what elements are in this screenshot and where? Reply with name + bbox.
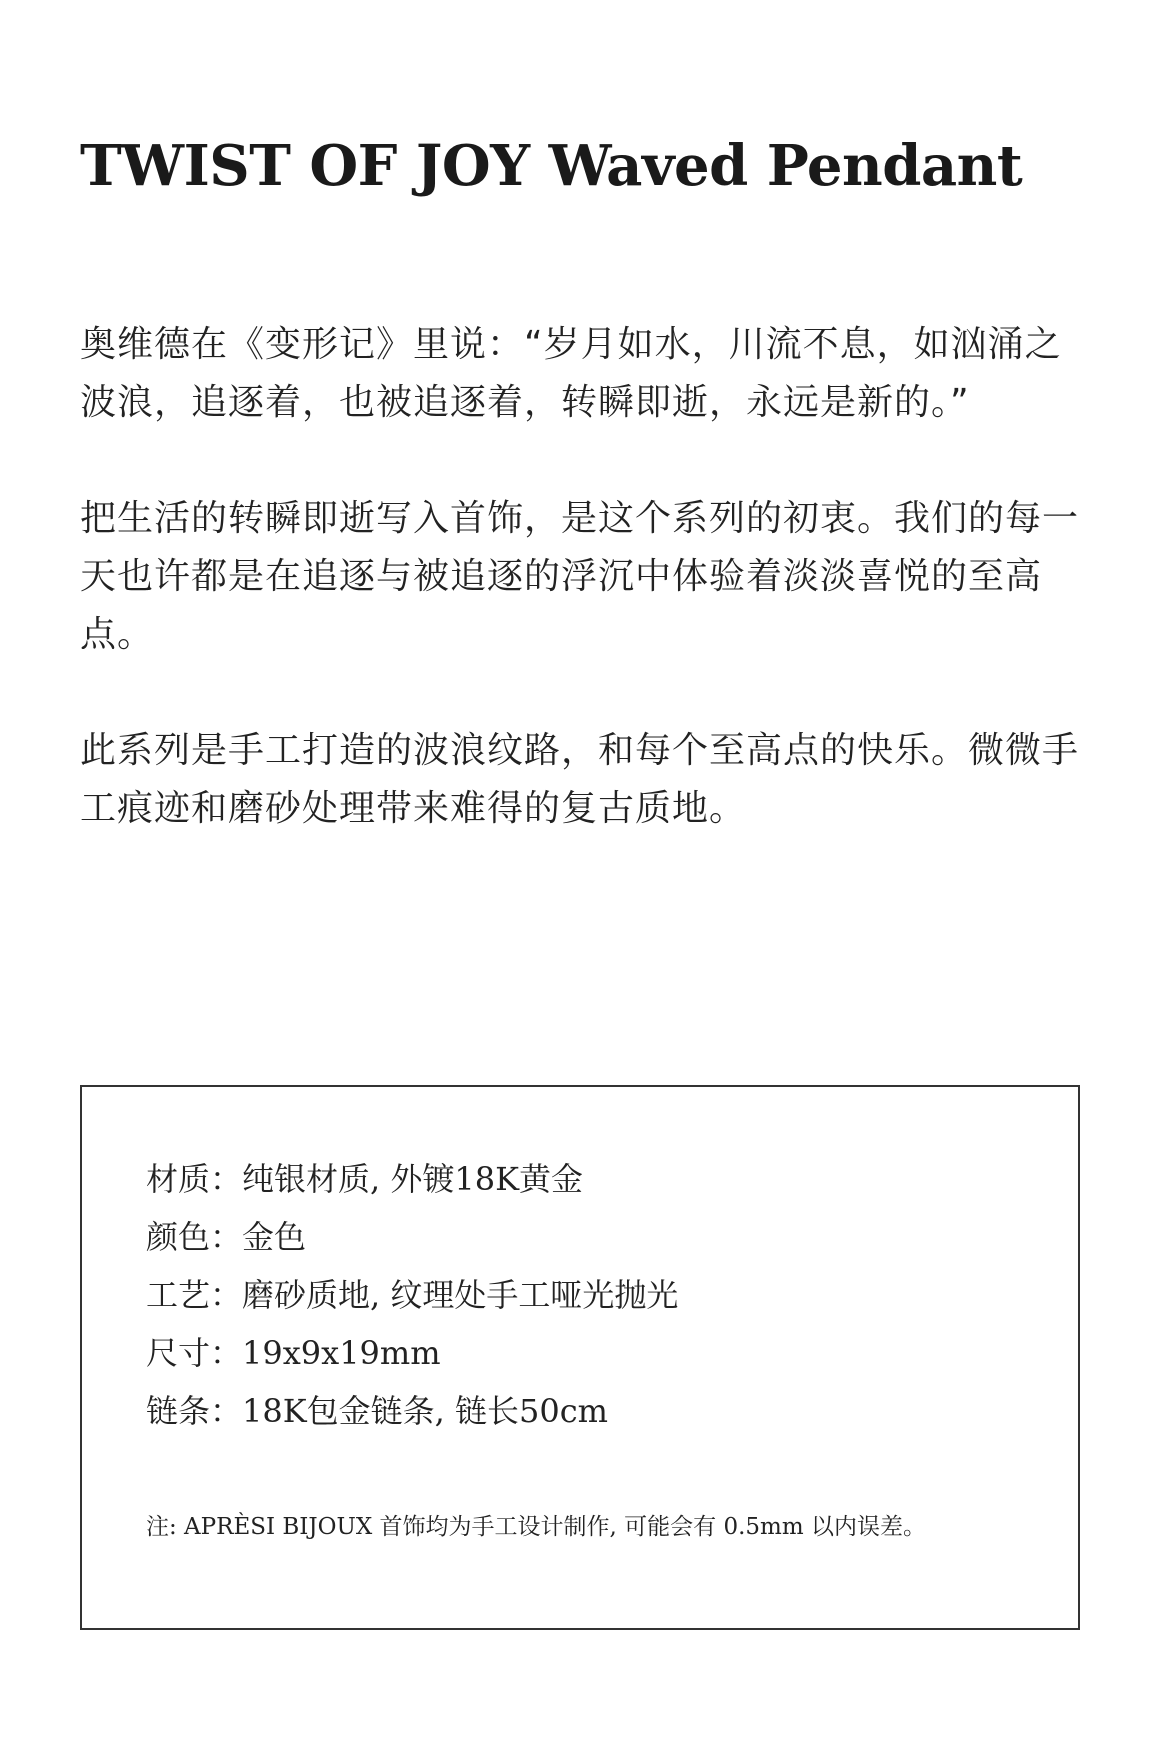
spec-label: 尺寸：: [146, 1334, 243, 1372]
disclaimer-note: 注: APRÈSI BIJOUX 首饰均为手工设计制作, 可能会有 0.5mm 以内误差。: [146, 1514, 926, 1540]
spec-row-color: [146, 1208, 678, 1266]
spec-list: [146, 1150, 678, 1440]
description-paragraph: 此系列是手工打造的波浪纹路，和每个至高点的快乐。微微手工痕迹和磨砂处理带来难得的复古质地。: [80, 730, 1080, 829]
spec-value: 纯银材质, 外镀18K黄金: [242, 1160, 583, 1198]
spec-value: 19x9x19mm: [242, 1334, 441, 1372]
spec-label: 链条：: [146, 1392, 243, 1430]
product-title: TWIST OF JOY Waved Pendant: [80, 133, 1023, 199]
spec-row-chain: [146, 1382, 678, 1440]
spec-label: 工艺：: [146, 1276, 243, 1314]
product-description: [80, 316, 1090, 896]
spec-label: 颜色：: [146, 1218, 243, 1256]
spec-row-size: [146, 1324, 678, 1382]
spec-value: 金色: [242, 1218, 307, 1256]
spec-value: 磨砂质地, 纹理处手工哑光抛光: [242, 1276, 679, 1314]
spec-row-craft: [146, 1266, 678, 1324]
spec-value: 18K包金链条, 链长50cm: [242, 1392, 608, 1430]
description-paragraph: 把生活的转瞬即逝写入首饰，是这个系列的初衷。我们的每一天也许都是在追逐与被追逐的浮沉中体验着淡淡喜悦的至高点。: [80, 498, 1080, 655]
spec-box: [80, 1085, 1080, 1630]
description-paragraph: 奥维德在《变形记》里说：“岁月如水，川流不息，如汹涌之波浪，追逐着，也被追逐着，转瞬即逝，永远是新的。”: [80, 324, 1062, 423]
spec-label: 材质：: [146, 1160, 243, 1198]
spec-row-material: [146, 1150, 678, 1208]
